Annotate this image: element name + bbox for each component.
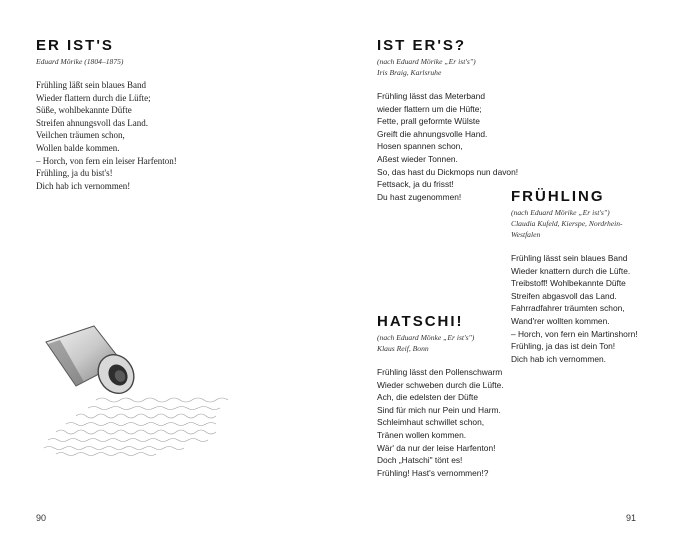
poem-title: ER IST'S xyxy=(36,37,114,54)
poem-line: Fette, prall geformte Wülste xyxy=(377,116,480,127)
page-number-right: 91 xyxy=(626,513,637,523)
poem-line: Streifen abgasvoll das Land. xyxy=(511,290,617,301)
poem-line: Wieder schweben durch die Lüfte. xyxy=(377,379,504,390)
poem-line: Streifen ahnungsvoll das Land. xyxy=(36,117,148,128)
poem-line: Wand'rer wollten kommen. xyxy=(511,315,610,326)
poem-lines xyxy=(511,252,638,365)
poem-line: Fettsack, ja du frisst! xyxy=(377,179,454,190)
poem-line: So, das hast du Dickmops nun davon! xyxy=(377,166,519,177)
poem-line: Frühling, ja du bist's! xyxy=(36,168,113,179)
poem-line: Tränen wollen kommen. xyxy=(377,429,467,440)
poem-lines xyxy=(377,90,518,203)
poem-line: Wär' da nur der leise Harfenton! xyxy=(377,442,496,453)
poem-line: Frühling, ja das ist dein Ton! xyxy=(511,341,616,352)
poem-line: Veilchen träumen schon, xyxy=(36,130,125,141)
poem-byline: (nach Eduard Mörike „Er ist's") xyxy=(377,57,476,66)
poem-line: Doch „Hatschi" tönt es! xyxy=(377,455,463,466)
poem-hatschi xyxy=(377,313,504,479)
poem-lines xyxy=(36,79,177,192)
poem-line: – Horch, von fern ein Martinshorn! xyxy=(511,328,638,339)
poem-line: Ach, die edelsten der Düfte xyxy=(377,392,479,403)
poem-byline: Eduard Mörike (1804–1875) xyxy=(36,57,124,66)
poem-byline: Claudia Kufeld, Kierspe, Nordrhein- xyxy=(511,219,623,228)
poem-line: Frühling lässt das Meterband xyxy=(377,91,485,101)
poem-title: HATSCHI! xyxy=(377,313,464,330)
poem-line: Frühling lässt den Pollenschwarm xyxy=(377,367,503,377)
poem-line: Fahrradfahrer träumten schon, xyxy=(511,303,625,314)
poem-line: Frühling! Hast's vernommen!? xyxy=(377,467,489,478)
poem-fruehling xyxy=(511,188,638,365)
poem-byline: (nach Eduard Mönke „Er ist's") xyxy=(377,333,475,342)
poem-byline: Klaus Reif, Bonn xyxy=(377,344,429,353)
poem-er-ists xyxy=(36,37,177,192)
poem-title: FRÜHLING xyxy=(511,188,605,205)
poem-title: IST ER'S? xyxy=(377,37,467,54)
poem-line: Frühling lässt sein blaues Band xyxy=(511,253,628,263)
page-number-left: 90 xyxy=(36,513,47,523)
poem-ist-ers xyxy=(377,37,518,203)
poem-line: Dich hab ich vernommen! xyxy=(36,180,131,191)
poem-line: Hosen spannen schon, xyxy=(377,141,463,152)
poem-line: – Horch, von fern ein leiser Harfenton! xyxy=(36,155,177,166)
poem-line: Treibstoff! Wohlbekannte Düfte xyxy=(511,278,626,289)
poem-line: Wieder flattern durch die Lüfte; xyxy=(36,92,151,103)
poem-line: Schleimhaut schwillet schon, xyxy=(377,417,485,428)
poem-line: wieder flattern um die Hüfte; xyxy=(377,103,482,114)
poem-line: Süße, wohlbekannte Düfte xyxy=(36,105,132,116)
poem-byline: Westfalen xyxy=(511,230,541,239)
poem-line: Du hast zugenommen! xyxy=(377,191,462,202)
poem-lines xyxy=(377,366,504,479)
poem-line: Frühling läßt sein blaues Band xyxy=(36,80,146,90)
poem-byline: Iris Braig, Karlsruhe xyxy=(377,68,442,77)
poem-line: Aßest wieder Tonnen. xyxy=(377,153,458,164)
poem-line: Wieder knattern durch die Lüfte. xyxy=(511,265,631,276)
poem-line: Dich hab ich vernommen. xyxy=(511,353,606,364)
poem-line: Sind für mich nur Pein und Harm. xyxy=(377,404,501,415)
poem-byline: (nach Eduard Mörike „Er ist's") xyxy=(511,208,610,217)
poem-line: Greift die ahnungsvolle Hand. xyxy=(377,128,488,139)
poem-line: Wollen balde kommen. xyxy=(36,142,120,153)
ink-bottle-handwriting-icon xyxy=(36,322,272,458)
